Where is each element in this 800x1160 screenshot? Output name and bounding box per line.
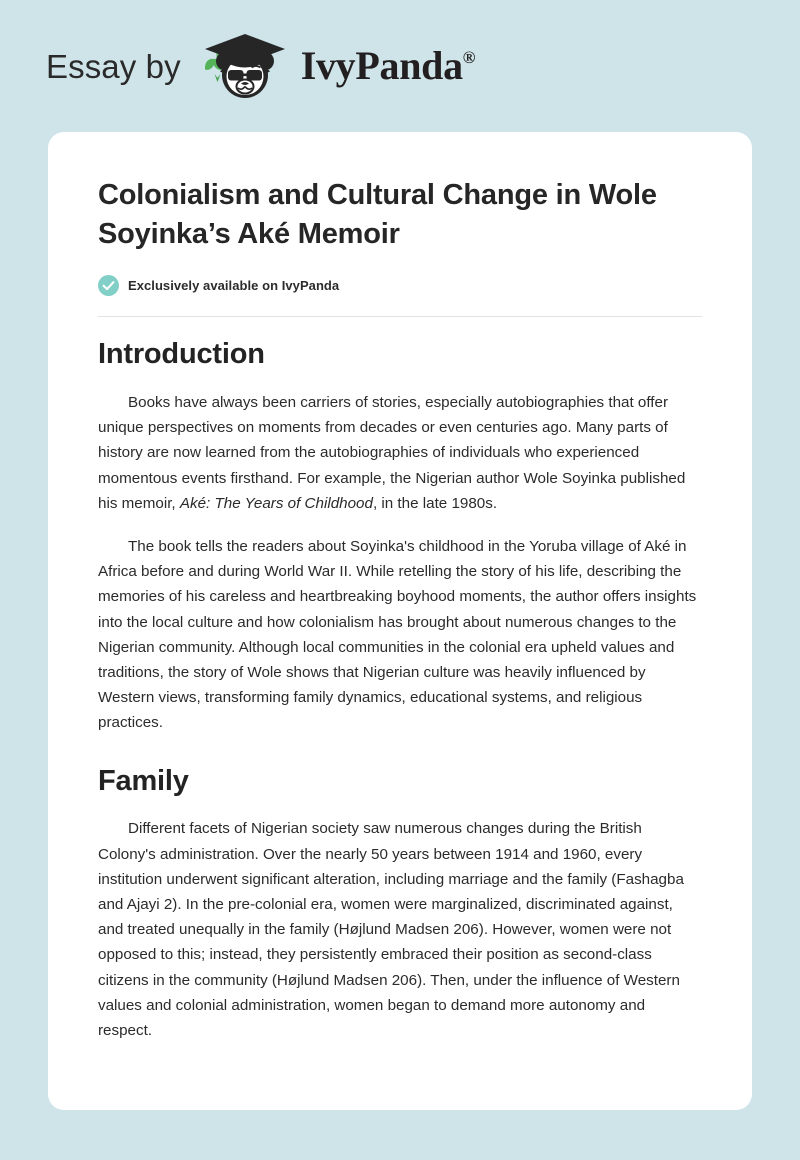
page-title: Colonialism and Cultural Change in Wole Soyinka’s Aké Memoir (98, 179, 657, 250)
ivypanda-wordmark (300, 43, 476, 88)
paragraph-intro-1: Books have always been carriers of stories, especially autobiographies that offer unique perspectives on moments from decades or even centuries ago. Many parts of history are now learned from the autobiographies of individuals who experienced momentous events firsthand. For example, the Nigerian author Wole Soyinka published his memoir, Aké: The Years of Childhood, in the late 1980s. (98, 393, 686, 512)
header-divider (98, 316, 702, 317)
brand-header (0, 0, 800, 132)
paragraph-intro-2: The book tells the readers about Soyinka's childhood in the Yoruba village of Aké in Africa before and during World War II. While retelling the story of his life, describing the memories of his careless and heartbreaking boyhood moments, the author offers insights into the local culture and how colonialism has brought about numerous changes to the Nigerian community. Although local communities in the colonial era upheld values and traditions, the story of Wole shows that Nigerian culture was heavily influenced by Western views, transforming family dynamics, educational systems, and religious practices. (98, 537, 697, 732)
italic-run: Aké: The Years of Childhood (179, 494, 373, 512)
essay-card-inner (73, 176, 727, 1043)
section-heading-introduction: Introduction (98, 338, 265, 371)
ivypanda-wordmark-text: IvyPanda (300, 43, 463, 88)
essay-by-label: Essay by (46, 47, 181, 85)
paragraph-family-1: Different facets of Nigerian society saw numerous changes during the British Colony's administration. Over the nearly 50 years between 1914 and 1960, every institution underwent significant alteration, including marriage and the family (Fashagba and Ajayi 2). In the pre-colonial era, women were marginalized, discriminated against, and treated unequally in the family (Højlund Madsen 206). However, women were not opposed to this; instead, they persistently embraced their position as second-class citizens in the community (Højlund Madsen 206). Then, under the influence of Western values and colonial administration, women began to demand more autonomy and respect. (98, 820, 684, 1039)
brand-lockup[interactable] (46, 30, 475, 102)
section-heading-family: Family (98, 764, 189, 797)
panda-graduate-logo-icon (197, 30, 293, 102)
essay-card (48, 132, 752, 1110)
registered-trademark-icon: ® (462, 47, 476, 67)
check-circle-icon (98, 275, 119, 296)
status-badge (73, 275, 727, 296)
status-badge-label: Exclusively available on IvyPanda (128, 278, 340, 294)
